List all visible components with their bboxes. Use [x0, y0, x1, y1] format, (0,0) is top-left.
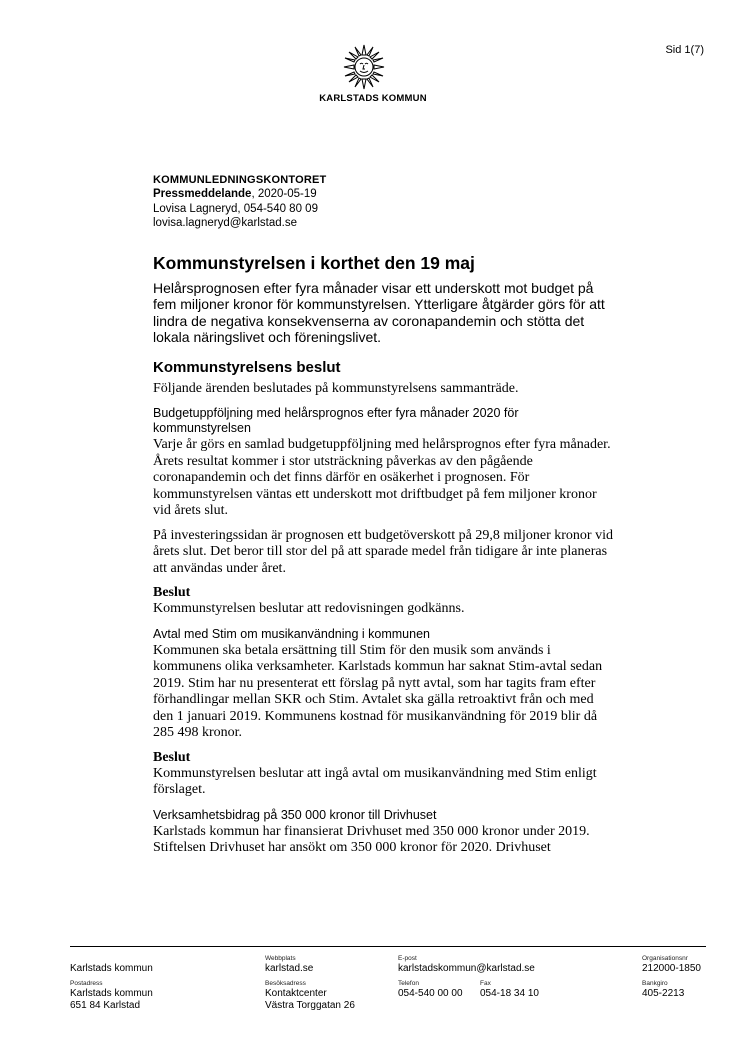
footer-fax: 054-18 34 10 — [480, 988, 539, 999]
section-heading: Kommunstyrelsens beslut — [153, 358, 341, 376]
lead-paragraph: Helårsprognosen efter fyra månader visar ett underskott mot budget på fem miljoner kronor för kommunstyrelsen. Ytterligare åtgärder görs för att lindra de negativa konsekvenserna av coronapandemin och stötta det lokala näringslivet och föreningslivet. — [153, 279, 605, 345]
item-budget-paragraph-2: På investeringssidan är prognosen ett budgetöverskott på 29,8 miljoner kronor vid årets slut. Det beror till stor del på att sparade medel från tidigare år inte planeras att användas under året. — [153, 527, 613, 576]
footer-phone: 054-540 00 00 — [398, 988, 463, 999]
footer-orgnr: 212000-1850 — [642, 963, 701, 974]
karlstad-sun-logo-icon — [343, 44, 385, 90]
item-heading-budget: Budgetuppföljning med helårsprognos efter fyra månader 2020 för kommunstyrelsen — [153, 406, 519, 435]
page-number: Sid 1(7) — [665, 44, 704, 56]
footer-web-label: Webbplats — [265, 955, 296, 962]
footer-postal-line-2: 651 84 Karlstad — [70, 1000, 141, 1011]
footer-fax-label: Fax — [480, 980, 491, 987]
item-budget-decision: Kommunstyrelsen beslutar att redovisningen godkänns. — [153, 601, 465, 616]
page-title: Kommunstyrelsen i korthet den 19 maj — [153, 252, 475, 273]
item-budget-decision-label: Beslut — [153, 585, 191, 600]
item-drivhuset-paragraph: Karlstads kommun har finansierat Drivhuset med 350 000 kronor under 2019. Stiftelsen Drivhuset har ansökt om 350 000 kronor för 2020. Drivhuset — [153, 823, 590, 855]
footer-divider — [70, 946, 706, 947]
footer-email-label: E-post — [398, 955, 417, 962]
footer-bankgiro: 405-2213 — [642, 988, 685, 999]
item-stim-decision: Kommunstyrelsen beslutar att ingå avtal om musikanvändning med Stim enligt förslaget. — [153, 765, 597, 797]
footer-name: Karlstads kommun — [70, 963, 153, 974]
footer-postal-line-1: Karlstads kommun — [70, 988, 153, 999]
footer-orgnr-label: Organisationsnr — [642, 955, 688, 962]
footer-web-link[interactable]: karlstad.se — [265, 963, 314, 974]
org-name: KARLSTADS KOMMUN — [319, 93, 427, 104]
footer-visit-label: Besöksadress — [265, 980, 306, 987]
footer-bankgiro-label: Bankgiro — [642, 980, 668, 987]
item-stim-paragraph: Kommunen ska betala ersättning till Stim för den musik som används i kommunens olika verksamheter. Karlstads kommun har saknat Stim-avtal sedan 2019. Stim har nu presenterat ett förslag på nytt avtal, som har tagits fram efter förhandlingar mellan SKR och Stim. Avtalet ska gälla retroaktivt från och med den 1 januari 2019. Kommunens kostnad för musikanvändning för 2019 blir då 285 498 kronor. — [153, 642, 603, 740]
item-budget-paragraph-1: Varje år görs en samlad budgetuppföljning med helårsprognos efter fyra månader. Årets resultat kommer i stor utsträckning påverkas av den pågående coronapandemin och det finns därför en osäkerhet i prognosen. För kommunstyrelsen väntas ett underskott mot driftbudget på fem miljoner kronor vid årets slut. — [153, 437, 611, 518]
release-date: , 2020-05-19 — [251, 188, 317, 200]
footer-visit-line-1: Kontaktcenter — [265, 988, 327, 999]
footer-email-link[interactable]: karlstadskommun@karlstad.se — [398, 963, 535, 974]
section-intro: Följande ärenden beslutades på kommunstyrelsens sammanträde. — [153, 380, 519, 396]
doc-type: Pressmeddelande — [153, 188, 252, 200]
contact-email[interactable]: lovisa.lagneryd@karlstad.se — [153, 217, 297, 229]
item-stim-decision-label: Beslut — [153, 749, 191, 765]
footer-visit-line-2: Västra Torggatan 26 — [265, 1000, 355, 1011]
footer-postal-label: Postadress — [70, 980, 103, 987]
contact-line: Lovisa Lagneryd, 054-540 80 09 — [153, 202, 318, 215]
press-release-line — [153, 187, 613, 202]
department: KOMMUNLEDNINGSKONTORET — [153, 174, 327, 186]
footer-phone-label: Telefon — [398, 980, 419, 987]
document-body — [153, 173, 613, 862]
item-heading-drivhuset: Verksamhetsbidrag på 350 000 kronor till Drivhuset — [153, 807, 437, 822]
item-heading-stim: Avtal med Stim om musikanvändning i kommunen — [153, 626, 430, 641]
